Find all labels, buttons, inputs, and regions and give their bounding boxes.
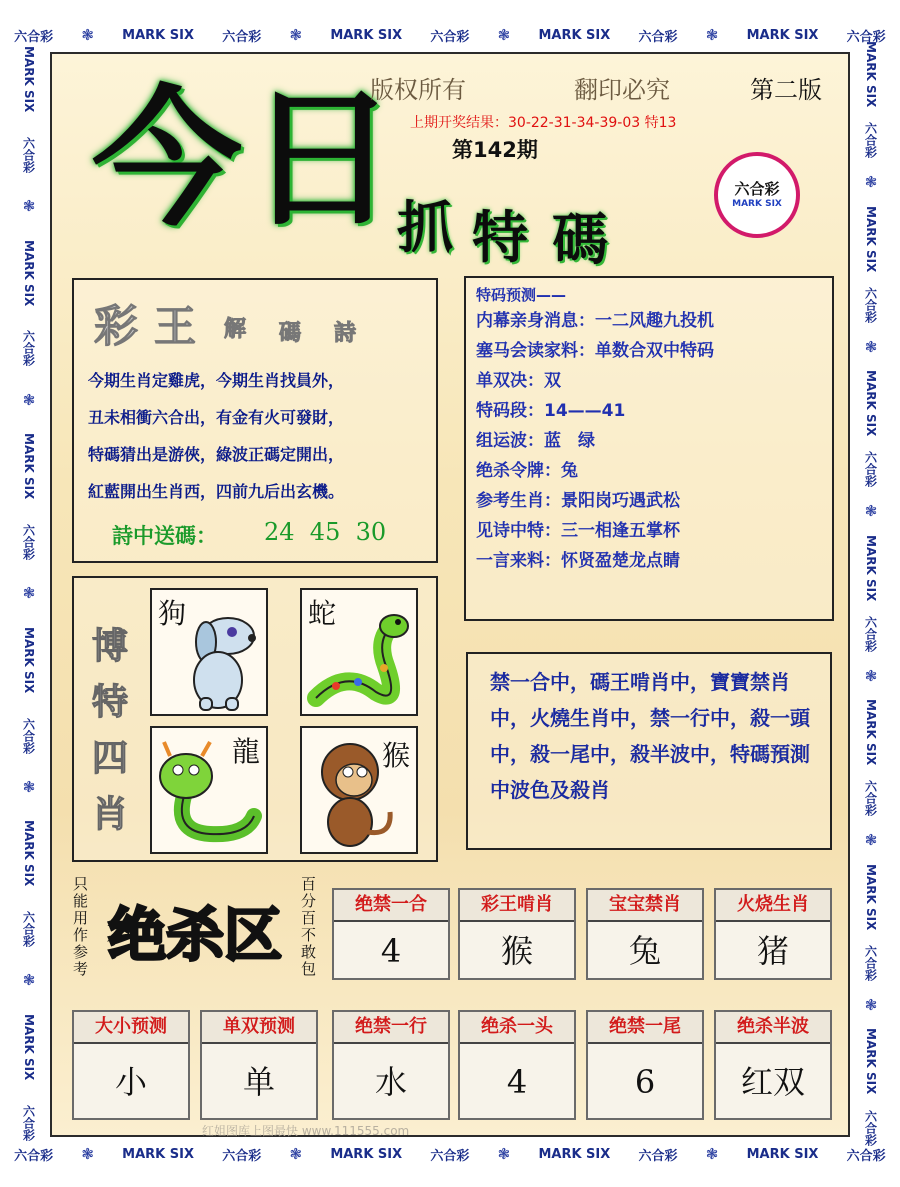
flower-icon: ❃ bbox=[864, 173, 878, 192]
border-text: MARK SIX bbox=[22, 1013, 36, 1081]
poem-box bbox=[72, 278, 438, 563]
flower-icon: ❃ bbox=[81, 26, 94, 44]
kill-cell-value: 6 bbox=[634, 1063, 656, 1101]
zodiac-card-monkey bbox=[300, 726, 418, 854]
border-text: 六合彩 bbox=[222, 29, 262, 45]
kill-cell bbox=[586, 1010, 704, 1120]
border-text: 六合彩 bbox=[863, 944, 878, 981]
flower-icon: ❃ bbox=[289, 26, 303, 44]
zodiac-label: 蛇 bbox=[308, 597, 337, 630]
border-text: MARK SIX bbox=[22, 46, 36, 113]
border-text: MARK SIX bbox=[330, 1146, 403, 1162]
poem-heading-2: 王 bbox=[154, 302, 197, 351]
kill-cell-value: 猪 bbox=[756, 932, 789, 970]
notice-box bbox=[466, 652, 832, 850]
border-text: 六合彩 bbox=[430, 1148, 470, 1164]
border-text: 六合彩 bbox=[638, 29, 678, 45]
kill-cell-value: 猴 bbox=[500, 932, 533, 970]
flower-icon: ❃ bbox=[705, 1145, 719, 1163]
prediction-lines bbox=[476, 284, 714, 576]
copyright-text: 版权所有 bbox=[370, 76, 466, 104]
border-text: 六合彩 bbox=[21, 523, 36, 560]
mark-six-logo bbox=[714, 152, 800, 238]
prediction-line: 单双决：双 bbox=[476, 371, 561, 391]
border-text: 六合彩 bbox=[863, 780, 878, 817]
border-text: MARK SIX bbox=[22, 239, 36, 307]
issue-number: 第142期 bbox=[452, 138, 538, 162]
notice-text: 禁一合中，碼王啃肖中，寶寶禁肖中，火燒生肖中，禁一行中，殺一頭中，殺一尾中，殺半波中，特碼預測中波色及殺肖 bbox=[490, 670, 810, 802]
border-text: MARK SIX bbox=[746, 1146, 819, 1162]
kill-cell-label: 彩王啃肖 bbox=[460, 890, 574, 922]
border-text: 六合彩 bbox=[14, 29, 54, 45]
poem-heading-3: 解 bbox=[224, 316, 247, 342]
zodiac-card-dog bbox=[150, 588, 268, 716]
bottom-border-band bbox=[0, 1137, 900, 1171]
border-text: 六合彩 bbox=[21, 1104, 36, 1141]
flower-icon: ❃ bbox=[22, 971, 36, 990]
border-text: 六合彩 bbox=[222, 1148, 262, 1164]
prediction-line: 绝杀令牌：兔 bbox=[476, 461, 578, 481]
poem-line: 丑未相衝六合出，有金有火可發財， bbox=[88, 408, 345, 427]
border-text: MARK SIX bbox=[122, 1146, 195, 1162]
border-text: MARK SIX bbox=[864, 205, 878, 273]
flower-icon: ❃ bbox=[864, 666, 878, 685]
kill-cell bbox=[714, 1010, 832, 1120]
gift-label: 詩中送碼： bbox=[112, 523, 217, 548]
kill-cell-label: 火烧生肖 bbox=[716, 890, 830, 922]
border-text: MARK SIX bbox=[864, 1028, 878, 1095]
flower-icon: ❃ bbox=[864, 831, 878, 850]
border-text: 六合彩 bbox=[21, 136, 36, 173]
border-text: MARK SIX bbox=[864, 699, 878, 766]
subtitle-char: 抓 bbox=[397, 195, 453, 261]
watermark-text: 红姐图库上图最快 www.111555.com bbox=[202, 1124, 410, 1138]
kill-zone-left-note: 只能用作参考 bbox=[71, 876, 89, 978]
border-text: 六合彩 bbox=[863, 286, 878, 323]
border-text: MARK SIX bbox=[864, 41, 878, 108]
flower-icon: ❃ bbox=[22, 390, 36, 409]
poem-heading-5: 詩 bbox=[334, 320, 357, 346]
kill-cell-value: 4 bbox=[506, 1063, 528, 1101]
flower-icon: ❃ bbox=[289, 1145, 303, 1163]
flower-icon: ❃ bbox=[705, 26, 719, 44]
border-text: 六合彩 bbox=[430, 29, 470, 45]
gift-numbers: 24 45 30 bbox=[264, 518, 387, 546]
left-border-band bbox=[12, 34, 46, 1153]
prediction-line: 内幕亲身消息：一二风趣九投机 bbox=[476, 311, 714, 331]
poem-line: 特碼猜出是游俠，綠波正碼定開出， bbox=[88, 445, 345, 464]
prediction-line: 参考生肖：景阳岗巧遇武松 bbox=[476, 491, 680, 511]
border-text: MARK SIX bbox=[22, 820, 36, 887]
subtitle-char: 特 bbox=[472, 205, 528, 271]
border-text: MARK SIX bbox=[538, 1146, 611, 1162]
border-text: MARK SIX bbox=[864, 370, 878, 437]
flower-icon: ❃ bbox=[864, 502, 878, 521]
right-border-band bbox=[854, 34, 888, 1153]
border-text: 六合彩 bbox=[863, 451, 878, 488]
kill-cell-value: 单 bbox=[242, 1063, 275, 1101]
kill-cell-label: 绝禁一尾 bbox=[588, 1012, 702, 1044]
top-border-band bbox=[0, 18, 900, 52]
poem-lines bbox=[88, 362, 344, 510]
kill-cell-label: 单双预测 bbox=[202, 1012, 316, 1044]
zodiac-box bbox=[72, 576, 438, 862]
last-result-text: 上期开奖结果：30-22-31-34-39-03 特13 bbox=[410, 115, 677, 131]
poem-line: 今期生肖定雞虎，今期生肖找員外， bbox=[88, 371, 345, 390]
kill-cell-label: 大小预测 bbox=[74, 1012, 188, 1044]
border-text: MARK SIX bbox=[22, 626, 36, 694]
monkey-icon bbox=[306, 736, 396, 850]
poem-heading-4: 碼 bbox=[279, 320, 302, 346]
kill-cell-value: 兔 bbox=[628, 932, 661, 970]
border-text: 六合彩 bbox=[863, 1109, 878, 1146]
border-text: 六合彩 bbox=[21, 717, 36, 754]
subtitle-char: 碼 bbox=[552, 207, 608, 273]
side-title-char: 肖 bbox=[91, 793, 128, 835]
border-text: 六合彩 bbox=[863, 615, 878, 652]
border-text: 六合彩 bbox=[21, 330, 36, 367]
flower-icon: ❃ bbox=[22, 584, 36, 603]
kill-cell-label: 绝杀一头 bbox=[460, 1012, 574, 1044]
kill-cell bbox=[200, 1010, 318, 1120]
flower-icon: ❃ bbox=[497, 1145, 511, 1163]
flower-icon: ❃ bbox=[81, 1145, 94, 1163]
border-text: 六合彩 bbox=[21, 911, 36, 948]
prediction-line: 一言来料：怀贤盈楚龙点睛 bbox=[476, 551, 680, 571]
flower-icon: ❃ bbox=[22, 777, 36, 796]
poem-line: 紅藍開出生肖西，四前九后出玄機。 bbox=[88, 482, 345, 501]
border-text: MARK SIX bbox=[22, 433, 36, 500]
border-text: MARK SIX bbox=[864, 863, 878, 931]
snake-icon bbox=[306, 606, 414, 712]
kill-cell-value: 小 bbox=[114, 1063, 147, 1101]
kill-cell bbox=[586, 888, 704, 980]
flower-icon: ❃ bbox=[864, 337, 878, 356]
zodiac-card-dragon bbox=[150, 726, 268, 854]
border-text: MARK SIX bbox=[122, 27, 195, 43]
kill-cell bbox=[332, 888, 450, 980]
poem-heading-1: 彩 bbox=[94, 301, 138, 352]
logo-subtext: MARK SIX bbox=[732, 199, 782, 209]
border-text: 六合彩 bbox=[863, 122, 878, 159]
border-text: MARK SIX bbox=[330, 27, 403, 43]
prediction-heading: 特码预测—— bbox=[476, 286, 567, 304]
kill-cell bbox=[458, 888, 576, 980]
zodiac-label: 猴 bbox=[382, 739, 411, 772]
kill-cell-label: 绝禁一合 bbox=[334, 890, 448, 922]
kill-cell-label: 绝杀半波 bbox=[716, 1012, 830, 1044]
kill-cell-value: 水 bbox=[374, 1063, 407, 1101]
edition-text: 第二版 bbox=[750, 76, 822, 104]
title-char-1: 今 bbox=[92, 71, 243, 247]
border-text: 六合彩 bbox=[638, 1148, 678, 1164]
prediction-line: 特码段：14——41 bbox=[476, 401, 626, 421]
flower-icon: ❃ bbox=[497, 26, 511, 44]
dragon-icon bbox=[154, 736, 266, 850]
border-text: MARK SIX bbox=[864, 534, 878, 602]
dog-icon bbox=[170, 612, 266, 712]
predictions-box bbox=[464, 276, 834, 621]
kill-cell bbox=[458, 1010, 576, 1120]
poster-panel bbox=[50, 52, 850, 1137]
side-title-char: 特 bbox=[91, 681, 128, 723]
zodiac-label: 龍 bbox=[232, 735, 261, 768]
side-title-char: 四 bbox=[91, 737, 128, 779]
prediction-line: 组运波：蓝 绿 bbox=[476, 431, 595, 451]
side-title-char: 博 bbox=[91, 625, 128, 667]
kill-cell bbox=[332, 1010, 450, 1120]
border-text: MARK SIX bbox=[538, 27, 611, 43]
flower-icon: ❃ bbox=[22, 197, 36, 216]
zodiac-side-title bbox=[88, 618, 132, 842]
border-text: 六合彩 bbox=[846, 1148, 886, 1164]
prediction-line: 见诗中特：三一相逢五掌杯 bbox=[476, 521, 680, 541]
kill-cell-label: 绝禁一行 bbox=[334, 1012, 448, 1044]
border-text: 六合彩 bbox=[846, 29, 886, 45]
kill-cell-value: 红双 bbox=[740, 1063, 805, 1101]
no-reprint-text: 翻印必究 bbox=[574, 76, 670, 104]
logo-text: 六合彩 bbox=[734, 180, 780, 198]
prediction-line: 塞马会读家料：单数合双中特码 bbox=[476, 341, 714, 361]
kill-cell bbox=[714, 888, 832, 980]
title-char-2: 日 bbox=[247, 71, 398, 247]
border-text: MARK SIX bbox=[746, 27, 819, 43]
flower-icon: ❃ bbox=[864, 995, 878, 1014]
kill-cell bbox=[72, 1010, 190, 1120]
kill-zone-title: 绝杀区 bbox=[108, 901, 283, 969]
kill-cell-label: 宝宝禁肖 bbox=[588, 890, 702, 922]
kill-cell-value: 4 bbox=[380, 932, 402, 970]
zodiac-card-snake bbox=[300, 588, 418, 716]
zodiac-label: 狗 bbox=[158, 597, 187, 630]
kill-zone-right-note: 百分百不敢包 bbox=[299, 876, 317, 978]
border-text: 六合彩 bbox=[14, 1148, 54, 1164]
